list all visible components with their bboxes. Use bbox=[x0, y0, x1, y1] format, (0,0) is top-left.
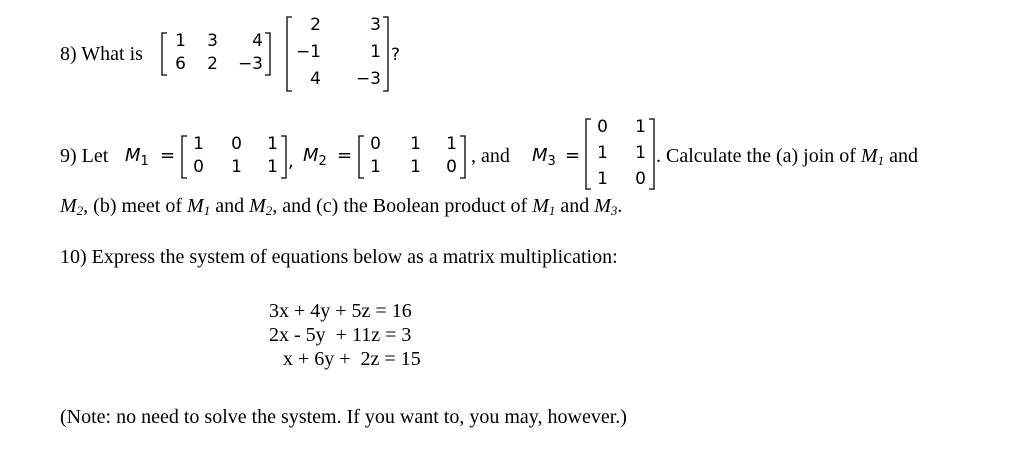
q8-question-mark: ? bbox=[391, 45, 401, 65]
var-m: M bbox=[860, 145, 878, 167]
subscript: 2 bbox=[318, 154, 327, 169]
matrix-cell: 2 bbox=[310, 15, 321, 35]
matrix-cell: 3 bbox=[370, 15, 381, 35]
var-m: M bbox=[187, 195, 204, 217]
matrix-cell: 1 bbox=[410, 134, 421, 154]
q10-prompt: 10) Express the system of equations below as a matrix multiplication: bbox=[60, 246, 618, 268]
matrix-cell: 0 bbox=[370, 134, 381, 154]
var-m: M bbox=[125, 145, 141, 166]
q9-m3-label bbox=[532, 146, 556, 168]
matrix-cell: 3 bbox=[207, 31, 218, 51]
equation-line: 2x - 5y + 11z = 3 bbox=[269, 324, 412, 346]
equation-line: 3x + 4y + 5z = 16 bbox=[269, 300, 412, 322]
matrix-cell: 1 bbox=[231, 157, 242, 177]
matrix-cell: 1 bbox=[446, 134, 457, 154]
matrix-cell: −3 bbox=[237, 54, 263, 74]
subscript: 3 bbox=[610, 203, 618, 218]
var-m: M bbox=[303, 145, 319, 166]
matrix-cell: 0 bbox=[446, 157, 457, 177]
matrix-cell: 1 bbox=[267, 134, 278, 154]
matrix-cell: 1 bbox=[370, 42, 381, 62]
matrix-cell: 0 bbox=[597, 117, 608, 137]
comma: , bbox=[288, 151, 294, 172]
matrix-cell: 2 bbox=[207, 54, 218, 74]
matrix-cell: 1 bbox=[597, 143, 608, 163]
matrix-cell: 6 bbox=[175, 54, 186, 74]
q9-m1-label bbox=[125, 146, 149, 168]
equation-line: x + 6y + 2z = 15 bbox=[283, 348, 421, 370]
var-m: M bbox=[594, 195, 611, 217]
matrix-cell: 4 bbox=[252, 31, 263, 51]
note-text: (Note: no need to solve the system. If you want to, you may, however.) bbox=[60, 406, 627, 428]
matrix-cell: 0 bbox=[231, 134, 242, 154]
matrix-cell: 1 bbox=[175, 31, 186, 51]
matrix-cell: −3 bbox=[355, 69, 381, 89]
var-m: M bbox=[60, 195, 77, 217]
equals-sign: = bbox=[565, 145, 581, 166]
subscript: 1 bbox=[203, 203, 211, 218]
matrix-cell: 1 bbox=[597, 169, 608, 189]
q9-matrix-m1 bbox=[180, 133, 288, 181]
q8-matrix-a bbox=[160, 30, 272, 78]
matrix-cell: 1 bbox=[635, 117, 646, 137]
var-m: M bbox=[249, 195, 266, 217]
var-m: M bbox=[532, 145, 548, 166]
q8-matrix-b bbox=[285, 14, 390, 94]
subscript: 3 bbox=[547, 154, 556, 169]
text-run: , (b) meet of bbox=[83, 195, 183, 217]
q9-matrix-m3 bbox=[584, 116, 656, 192]
matrix-cell: 1 bbox=[635, 143, 646, 163]
subscript: 1 bbox=[548, 203, 556, 218]
text-run: and bbox=[560, 195, 590, 217]
subscript: 1 bbox=[140, 154, 149, 169]
text-run: , and (c) the Boolean product of bbox=[272, 195, 528, 217]
matrix-cell: 1 bbox=[410, 157, 421, 177]
matrix-cell: −1 bbox=[295, 42, 321, 62]
subscript: 1 bbox=[877, 153, 885, 168]
text-run: and bbox=[889, 145, 918, 167]
q9-calc-text bbox=[656, 145, 918, 169]
var-m: M bbox=[532, 195, 549, 217]
matrix-cell: 0 bbox=[635, 169, 646, 189]
equals-sign: = bbox=[160, 145, 176, 166]
text-run: and bbox=[215, 195, 245, 217]
equals-sign: = bbox=[337, 145, 353, 166]
q9-matrix-m2 bbox=[357, 133, 467, 181]
subscript: 2 bbox=[265, 203, 273, 218]
q9-let: 9) Let bbox=[60, 145, 109, 167]
matrix-cell: 1 bbox=[193, 134, 204, 154]
q9-and-text: , and bbox=[471, 145, 510, 167]
q9-line2 bbox=[60, 195, 622, 219]
q9-m2-label bbox=[303, 146, 327, 168]
text-run: . bbox=[617, 195, 623, 217]
matrix-cell: 1 bbox=[267, 157, 278, 177]
text-run: . Calculate the (a) join of bbox=[656, 145, 856, 167]
matrix-cell: 4 bbox=[310, 69, 321, 89]
matrix-cell: 1 bbox=[370, 157, 381, 177]
subscript: 2 bbox=[76, 203, 84, 218]
matrix-cell: 0 bbox=[193, 157, 204, 177]
q8-prefix: 8) What is bbox=[60, 43, 143, 65]
